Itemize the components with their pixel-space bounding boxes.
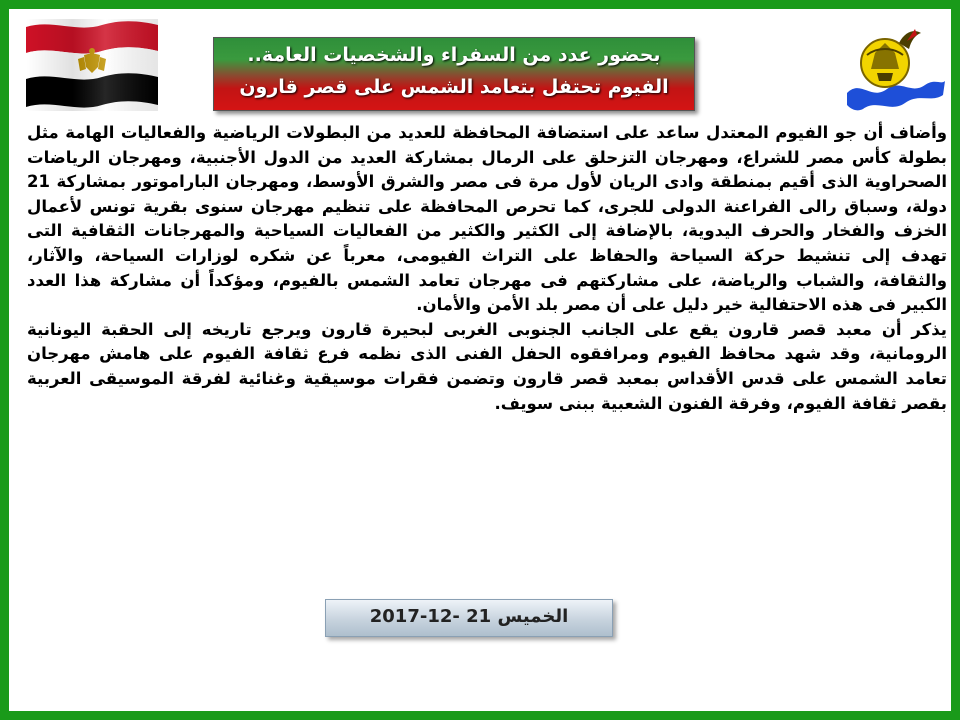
egypt-flag-icon	[22, 17, 162, 113]
date-box	[325, 599, 613, 637]
fayoum-governorate-logo	[841, 23, 949, 115]
article-paragraph: وأضاف أن جو الفيوم المعتدل ساعد على استضافة المحافظة للعديد من البطولات الرياضية والفعاليات الهامة مثل بطولة كأس مصر للشراع، ومهرجان التزحلق على الرمال بمشاركة العديد من الدول الأجنبية، ومهرجان الرياضات الصحراوية الذى أقيم بمنطقة وادى الريان لأول مرة فى مصر والشرق الأوسط، ومهرجان الباراموتور بمشاركة 21 دولة، وسباق رالى الفراعنة الدولى للجرى، كما تحرص المحافظة على تنظيم مهرجان سنوى بقرية تونس لأعمال الخزف والفخار والحرف اليدوية، بالإضافة إلى الكثير والكثير من الفعاليات السياحية والمهرجانات الثقافية التى تهدف إلى تنشيط حركة السياحة والحفاظ على التراث الفيومى، معرباً عن شكره لوزارات السياحة، والآثار، والثقافة، والشباب والرياضة، على مشاركتهم فى مهرجان تعامد الشمس بالفيوم، ومؤكداً أن مشاركة هذا العدد الكبير فى هذه الاحتفالية خير دليل على أن مصر بلد الأمن والأمان.	[27, 123, 947, 315]
article-paragraph: يذكر أن معبد قصر قارون يقع على الجانب الجنوبى الغربى لبحيرة قارون ويرجع تاريخه إلى الحقبة اليونانية الرومانية، وقد شهد محافظ الفيوم ومرافقوه الحفل الفنى الذى نظمه فرع ثقافة الفيوم على هامش مهرجان تعامد الشمس على قدس الأقداس بمعبد قصر قارون وتضمن فقرات موسيقية وغنائية لفرقة الموسيقى العربية بقصر ثقافة الفيوم، وفرقة الفنون الشعبية ببنى سويف.	[27, 319, 947, 413]
headline-subtitle: بحضور عدد من السفراء والشخصيات العامة..	[247, 44, 661, 66]
article-body	[27, 121, 947, 416]
date-text: الخميس 21 -12-2017	[369, 606, 569, 627]
headline-title: الفيوم تحتفل بتعامد الشمس على قصر قارون	[239, 76, 669, 98]
headline-banner	[213, 37, 695, 111]
